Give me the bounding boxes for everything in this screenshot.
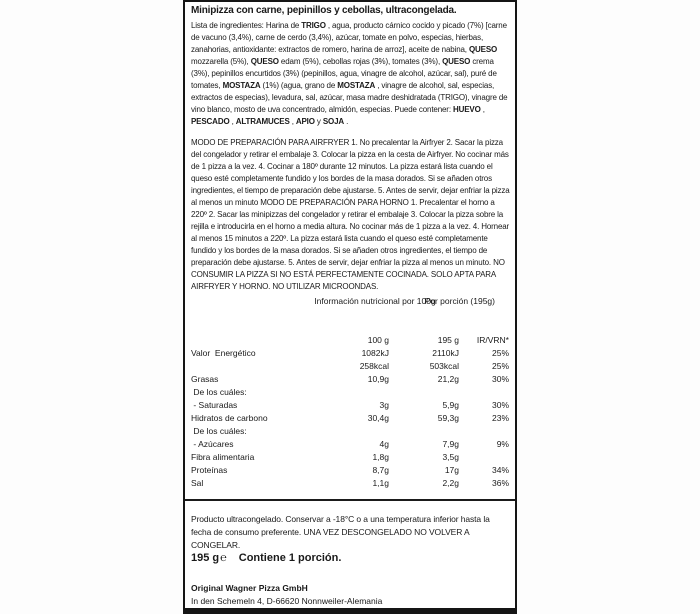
nutrition-cell: 59,3g: [437, 412, 459, 423]
nutrition-header: [191, 295, 509, 325]
allergen-text: ALTRAMUCES: [235, 117, 290, 126]
nutrition-cell: [313, 385, 389, 398]
nutrition-row: [191, 385, 509, 398]
preparation-text: MODO DE PREPARACIÓN PARA AIRFRYER 1. No precalentar la Airfryer 2. Sacar la pizza del congelador y retirar el embalaje 3. Colocar la pizza en la cesta de Airfryer. No cocinar más de 1 pizza a la vez. 4. Cocinar a 180º durante 12 minutos. La pizza estará lista cuando el queso esté completamente fundido y los bordes de la masa dorados. Si se añaden otros ingredientes, el tiempo de preparación debe ajustarse. 5. Antes de servir, dejar enfriar la pizza al menos un minuto MODO DE PREPARACIÓN PARA HORNO 1. Precalentar el horno a 220º 2. Sacar las minipizzas del congelador y retirar el embalaje 3. Colocar la pizza sobre la rejilla e introducirla en el horno a media altura. No cocinar más de 1 pizza a la vez. 4. Hornear al menos 15 minutos a 220º. La pizza estará lista cuando el queso esté completamente fundido y los bordes de la masa dorados. Si se añaden otros ingredientes, el tiempo de preparación debe ajustarse. 5. Antes de servir, dejar enfriar la pizza al menos un minuto. NO CONSUMIR LA PIZZA SI NO ESTÁ PERFECTAMENTE COCINADA. SOLO APTA PARA AIRFRYER Y HORNO. NO UTILIZAR MICROONDAS.: [191, 138, 510, 291]
nutrition-cell: 23%: [491, 412, 509, 423]
nutrition-cell: [191, 359, 313, 372]
nutrition-per100-header: Información nutricional por 100g: [314, 296, 436, 306]
nutrition-col-195g: 195 g: [437, 334, 459, 345]
nutrition-cell: 2,2g: [442, 477, 459, 488]
nutrition-cell: 36%: [491, 477, 509, 488]
nutrition-cell: 34%: [491, 464, 509, 475]
nutrition-cell: Sal: [191, 477, 204, 488]
nutrition-cell: [313, 424, 389, 437]
nutrition-cell: 1082kJ: [361, 347, 389, 358]
ingredient-text: crema (3%), pepinillos encurtidos (3%) (pepinillos, agua, vinagre de alcohol, azúcar, sal), puré de tomates,: [191, 57, 497, 90]
nutrition-cell: [459, 450, 509, 463]
nutrition-table-header-row: [191, 333, 509, 346]
net-weight: 195 g: [191, 552, 220, 564]
nutrition-cell: 30%: [491, 399, 509, 410]
nutrition-cell: 10,9g: [367, 373, 389, 384]
nutrition-cell: Hidratos de carbono: [191, 412, 268, 423]
nutrition-cell: 5,9g: [442, 399, 459, 410]
label-text-sections: [191, 4, 510, 294]
nutrition-cell: 503kcal: [429, 360, 459, 371]
nutrition-row: [191, 359, 509, 372]
nutrition-cell: Proteínas: [191, 464, 228, 475]
net-weight-line: [191, 551, 509, 566]
ingredient-text: (1%) (agua, grano de: [260, 81, 338, 90]
nutrition-cell: 4g: [379, 438, 389, 449]
nutrition-col-irvrn: IR/VRN*: [476, 334, 509, 345]
nutrition-cell: De los cuáles:: [191, 386, 247, 397]
nutrition-cell: 3g: [379, 399, 389, 410]
nutrition-cell: Valor Energético: [191, 347, 256, 358]
ingredient-text: Lista de ingredientes: Harina de: [191, 21, 302, 30]
nutrition-row: [191, 411, 509, 424]
nutrition-cell: Fibra alimentaria: [191, 451, 255, 462]
nutrition-cell: 1,1g: [372, 477, 389, 488]
nutrition-cell: 25%: [491, 347, 509, 358]
manufacturer-name: Original Wagner Pizza GmbH: [191, 583, 308, 593]
allergen-text: APIO: [295, 117, 315, 126]
nutrition-col-blank: [191, 333, 313, 346]
nutrition-cell: [459, 385, 509, 398]
nutrition-cell: 7,9g: [442, 438, 459, 449]
nutrition-cell: 1,8g: [372, 451, 389, 462]
allergen-text: HUEVO: [452, 105, 481, 114]
ingredient-text: , vinagre de alcohol, sal, especias, extractos de especias), levadura, sal, azúcar, masa madre deshidratada (TRIGO), vinagre de vino blanco, mosto de uva concentrado, almidón, especias. Puede contener:: [191, 81, 508, 114]
estimated-sign-icon: ℮: [220, 552, 227, 564]
ingredient-text: ,: [480, 105, 485, 114]
nutrition-cell: 8,7g: [372, 464, 389, 475]
nutrition-cell: 17g: [444, 464, 459, 475]
nutrition-row: [191, 476, 509, 489]
allergen-text: TRIGO: [301, 21, 326, 30]
ingredient-text: , agua, producto cárnico cocido y picado (7%) [carne de vacuno (3,4%), carne de cerdo (3,4%), azúcar, tomate en polvo, especias, hierbas, zanahorias, antioxidante: extractos de romero, harina de arroz], aceite de nabina,: [191, 21, 507, 54]
allergen-text: QUESO: [442, 57, 471, 66]
nutrition-cell: 258kcal: [359, 360, 389, 371]
nutrition-row: [191, 346, 509, 359]
nutrition-cell: 2110kJ: [432, 347, 459, 358]
ingredient-text: .: [344, 117, 349, 126]
nutrition-cell: Grasas: [191, 373, 219, 384]
allergen-text: QUESO: [468, 45, 498, 54]
nutrition-cell: - Saturadas: [191, 399, 238, 410]
nutrition-row: [191, 372, 509, 385]
nutrition-cell: 9%: [496, 438, 509, 449]
allergen-text: MOSTAZA: [337, 81, 376, 90]
nutrition-cell: 30%: [491, 373, 509, 384]
nutrition-row: [191, 398, 509, 411]
ingredient-text: edam (5%), cebollas rojas (3%), tomates (3%),: [278, 57, 443, 66]
food-label: [183, 0, 517, 614]
ingredient-text: ,: [289, 117, 296, 126]
nutrition-row: [191, 463, 509, 476]
nutrition-cell: - Azúcares: [191, 438, 234, 449]
allergen-text: QUESO: [250, 57, 279, 66]
nutrition-cell: [389, 424, 459, 437]
nutrition-cell: 21,2g: [437, 373, 459, 384]
allergen-text: PESCADO: [191, 117, 230, 126]
nutrition-table: [191, 333, 509, 489]
ingredient-text: y: [314, 117, 323, 126]
section-divider: [185, 499, 515, 501]
nutrition-row: [191, 437, 509, 450]
nutrition-col-100g: 100 g: [367, 334, 389, 345]
allergen-text: SOJA: [322, 117, 345, 126]
nutrition-cell: 25%: [491, 360, 509, 371]
manufacturer-block: [191, 582, 509, 608]
manufacturer-address: In den Schemeln 4, D-66620 Nonnweiler-Alemania: [191, 596, 383, 606]
nutrition-cell: [459, 424, 509, 437]
nutrition-cell: 30,4g: [367, 412, 389, 423]
ingredients-text: [191, 20, 510, 128]
allergen-text: MOSTAZA: [222, 81, 261, 90]
product-title: Minipizza con carne, pepinillos y cebollas, ultracongelada.: [191, 5, 457, 16]
portion-text: Contiene 1 porción.: [238, 552, 342, 564]
nutrition-cell: De los cuáles:: [191, 425, 247, 436]
nutrition-row: [191, 424, 509, 437]
ingredient-text: mozzarella (5%),: [191, 57, 251, 66]
storage-text: Producto ultracongelado. Conservar a -18°C o a una temperatura inferior hasta la fecha de consumo preferente. UNA VEZ DESCONGELADO NO VOLVER A CONGELAR.: [191, 514, 490, 550]
ingredient-text: ,: [229, 117, 236, 126]
nutrition-cell: [389, 385, 459, 398]
nutrition-row: [191, 450, 509, 463]
nutrition-cell: 3,5g: [442, 451, 459, 462]
nutrition-portion-header: Por porción (195g): [424, 296, 495, 306]
